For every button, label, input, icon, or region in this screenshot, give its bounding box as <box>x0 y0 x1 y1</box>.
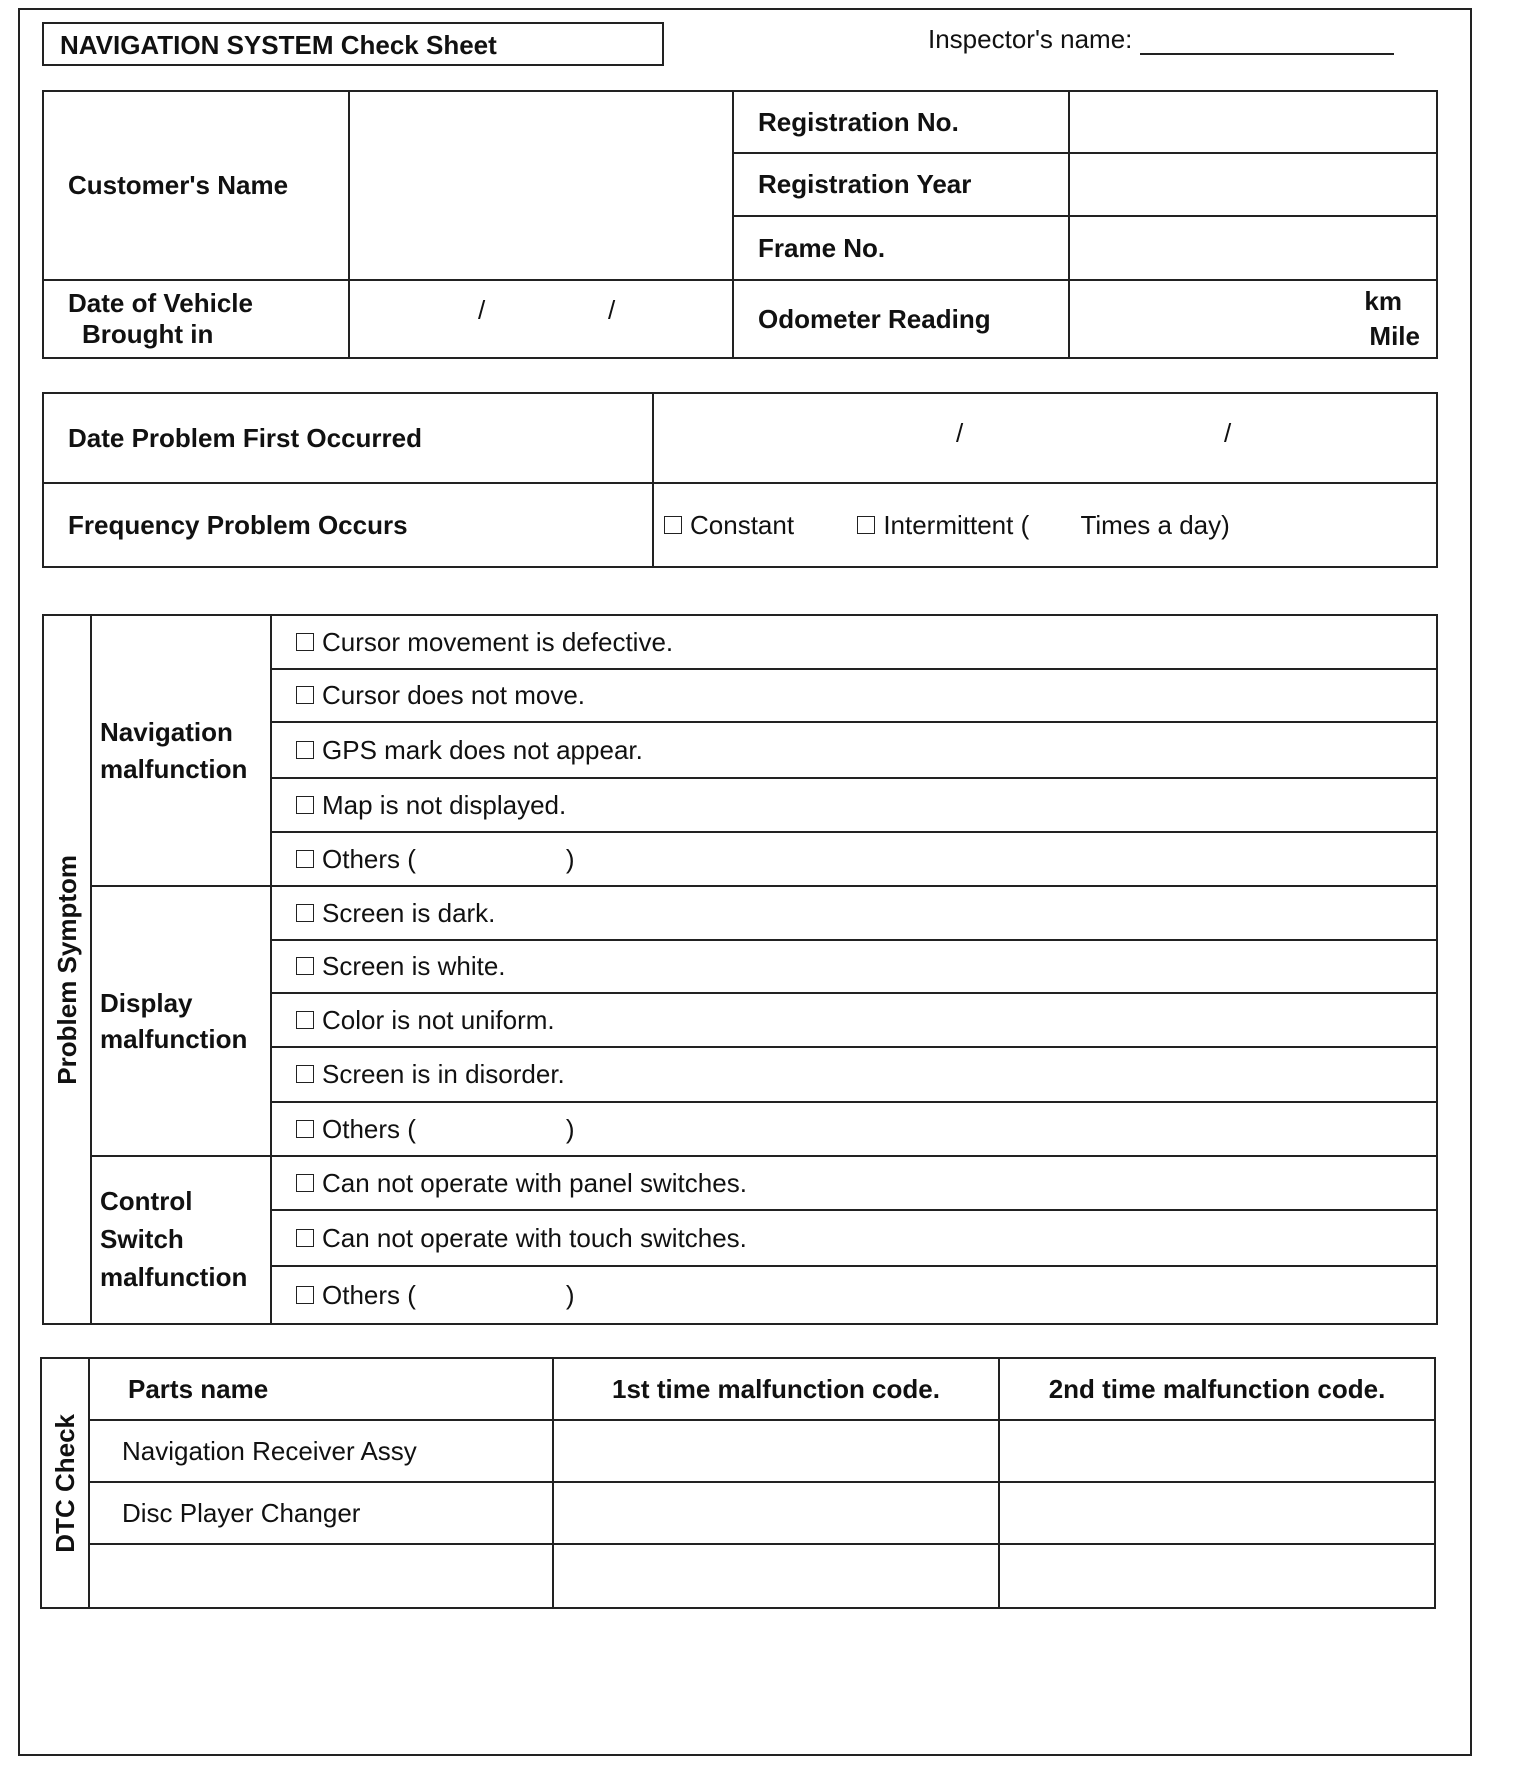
inspector-name-line[interactable] <box>1140 29 1394 55</box>
control-switch-group-label <box>91 1156 271 1324</box>
date-first-occurred-value[interactable] <box>653 393 1437 483</box>
date-brought-in-value[interactable] <box>349 280 733 358</box>
odometer-unit-km: km <box>1364 285 1402 316</box>
dtc-check-label: DTC Check <box>49 1413 80 1553</box>
symptom-label: Cursor movement is defective. <box>322 626 674 657</box>
symptom-option[interactable] <box>271 722 1437 778</box>
display-group-label <box>91 886 271 1156</box>
navigation-label-line2: malfunction <box>100 753 248 784</box>
control-label-line1: Control <box>100 1186 193 1217</box>
symptom-checkbox[interactable] <box>296 850 314 868</box>
symptom-label: Screen is white. <box>322 951 506 981</box>
symptom-label: Others ( <box>322 1113 416 1144</box>
symptom-label: Screen is in disorder. <box>322 1059 565 1089</box>
symptom-checkbox[interactable] <box>296 633 314 651</box>
second-code-cell[interactable] <box>999 1482 1435 1544</box>
symptom-option[interactable] <box>271 886 1437 940</box>
customer-name-value[interactable] <box>349 91 733 280</box>
symptom-option[interactable] <box>271 1102 1437 1156</box>
symptom-checkbox[interactable] <box>296 1120 314 1138</box>
symptom-option[interactable] <box>271 1210 1437 1266</box>
symptom-label: Can not operate with touch switches. <box>322 1222 747 1253</box>
date-brought-in-label-line2: Brought in <box>82 319 214 349</box>
symptom-option[interactable] <box>271 1156 1437 1210</box>
others-close-paren: ) <box>565 843 575 874</box>
date-first-occurred-label: Date Problem First Occurred <box>43 393 653 483</box>
symptom-option[interactable] <box>271 993 1437 1047</box>
symptom-checkbox[interactable] <box>296 957 314 975</box>
control-label-line2: Switch <box>100 1224 184 1255</box>
frequency-label: Frequency Problem Occurs <box>43 483 653 567</box>
symptom-label: Others ( <box>322 843 416 874</box>
symptom-label: Cursor does not move. <box>322 680 586 710</box>
problem-symptom-label: Problem Symptom <box>51 854 82 1085</box>
symptom-option[interactable] <box>271 832 1437 886</box>
second-code-cell[interactable] <box>999 1420 1435 1482</box>
odometer-value[interactable] <box>1069 280 1437 358</box>
constant-label: Constant <box>690 509 795 540</box>
dtc-check-table <box>40 1357 1436 1609</box>
symptom-checkbox[interactable] <box>296 1011 314 1029</box>
symptom-label: Screen is dark. <box>322 897 496 928</box>
date-brought-in-label <box>43 280 349 358</box>
second-code-header: 2nd time malfunction code. <box>999 1358 1435 1420</box>
symptom-label: Others ( <box>322 1279 416 1310</box>
vehicle-info-table <box>42 90 1438 359</box>
symptom-checkbox[interactable] <box>296 1286 314 1304</box>
constant-checkbox[interactable] <box>664 516 682 534</box>
odometer-unit-mile: Mile <box>1369 321 1420 351</box>
registration-year-value[interactable] <box>1069 153 1437 216</box>
first-code-cell[interactable] <box>553 1544 999 1608</box>
first-date-slash-2: / <box>1224 418 1232 448</box>
display-label-line1: Display <box>100 987 193 1018</box>
control-label-line3: malfunction <box>100 1261 248 1292</box>
date-slash-2: / <box>608 295 616 325</box>
date-brought-in-label-line1: Date of Vehicle <box>68 288 253 318</box>
symptom-checkbox[interactable] <box>296 686 314 704</box>
registration-year-label: Registration Year <box>733 153 1069 216</box>
symptom-checkbox[interactable] <box>296 1229 314 1247</box>
registration-no-label: Registration No. <box>733 91 1069 153</box>
navigation-label-line1: Navigation <box>100 717 233 748</box>
second-code-cell[interactable] <box>999 1544 1435 1608</box>
registration-no-value[interactable] <box>1069 91 1437 153</box>
symptom-checkbox[interactable] <box>296 741 314 759</box>
first-code-cell[interactable] <box>553 1482 999 1544</box>
symptom-checkbox[interactable] <box>296 796 314 814</box>
part-name-cell: Navigation Receiver Assy <box>89 1420 553 1482</box>
problem-symptom-table <box>42 614 1438 1325</box>
frame-no-label: Frame No. <box>733 216 1069 280</box>
symptom-label: Color is not uniform. <box>322 1004 555 1035</box>
first-code-cell[interactable] <box>553 1420 999 1482</box>
symptom-option[interactable] <box>271 940 1437 993</box>
parts-name-header: Parts name <box>89 1358 553 1420</box>
frequency-options <box>653 483 1437 567</box>
times-a-day-label: Times a day) <box>1080 509 1230 540</box>
intermittent-label: Intermittent ( <box>883 509 1030 540</box>
symptom-option[interactable] <box>271 615 1437 669</box>
first-code-header: 1st time malfunction code. <box>553 1358 999 1420</box>
intermittent-option[interactable] <box>857 510 1029 540</box>
part-name-cell: Disc Player Changer <box>89 1482 553 1544</box>
symptom-option[interactable] <box>271 669 1437 722</box>
problem-symptom-section <box>43 615 91 1324</box>
symptom-option[interactable] <box>271 778 1437 832</box>
inspector-name-field[interactable] <box>928 24 1394 55</box>
inspector-name-label: Inspector's name: <box>928 24 1133 54</box>
symptom-checkbox[interactable] <box>296 904 314 922</box>
constant-option[interactable] <box>664 510 794 540</box>
sheet-title: NAVIGATION SYSTEM Check Sheet <box>42 22 664 66</box>
symptom-label: Can not operate with panel switches. <box>322 1167 747 1198</box>
navigation-group-label <box>91 615 271 886</box>
customer-name-label: Customer's Name <box>43 91 349 280</box>
first-date-slash-1: / <box>956 418 964 448</box>
symptom-option[interactable] <box>271 1266 1437 1324</box>
display-label-line2: malfunction <box>100 1024 248 1054</box>
occurrence-table <box>42 392 1438 568</box>
symptom-option[interactable] <box>271 1047 1437 1102</box>
symptom-checkbox[interactable] <box>296 1065 314 1083</box>
intermittent-checkbox[interactable] <box>857 516 875 534</box>
part-name-cell[interactable] <box>89 1544 553 1608</box>
odometer-label: Odometer Reading <box>733 280 1069 358</box>
others-close-paren: ) <box>565 1279 575 1310</box>
symptom-checkbox[interactable] <box>296 1174 314 1192</box>
symptom-label: Map is not displayed. <box>322 789 567 820</box>
date-slash-1: / <box>478 295 486 325</box>
symptom-label: GPS mark does not appear. <box>322 734 643 765</box>
dtc-check-section <box>41 1358 89 1608</box>
others-close-paren: ) <box>565 1113 575 1144</box>
frame-no-value[interactable] <box>1069 216 1437 280</box>
